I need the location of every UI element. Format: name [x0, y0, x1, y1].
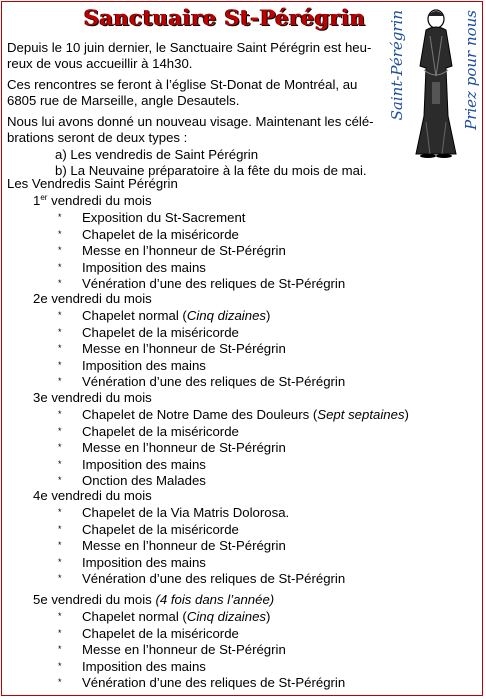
list-item: * Imposition des mains: [58, 554, 206, 570]
bullet-icon: *: [58, 245, 62, 256]
list-item: * Messe en l’honneur de St-Pérégrin: [58, 440, 286, 456]
bullet-icon: *: [58, 573, 62, 584]
bullet-icon: *: [58, 310, 62, 320]
type-b: b) La Neuvaine préparatoire à la fête du mois de mai.: [55, 162, 367, 178]
bullet-icon: *: [58, 212, 62, 222]
list-item: * Chapelet de la miséricorde: [58, 423, 239, 439]
section-title: Les Vendredis Saint Pérégrin: [7, 176, 178, 191]
list-item: * Imposition des mains: [58, 456, 206, 472]
page-title: Sanctuaire St-Pérégrin: [84, 5, 366, 30]
bullet-icon: *: [58, 278, 62, 289]
bullet-icon: *: [58, 425, 62, 436]
bullet-icon: *: [58, 409, 62, 419]
list-item: * Chapelet normal (Cinq dizaines): [58, 308, 271, 323]
list-item: * Chapelet de la miséricorde: [58, 625, 239, 641]
list-item: * Onction des Malades: [58, 473, 206, 489]
list-item: * Messe en l’honneur de St-Pérégrin: [58, 341, 286, 357]
bullet-icon: *: [58, 458, 62, 469]
friday-heading: 1er vendredi du mois: [33, 193, 152, 208]
celebration-types: [55, 147, 387, 178]
bullet-icon: *: [58, 677, 62, 688]
friday-heading: 4e vendredi du mois: [33, 488, 152, 503]
bullet-icon: *: [58, 523, 62, 534]
type-a: a) Les vendredis de Saint Pérégrin: [55, 147, 259, 162]
pray-for-us-label: Priez pour nous: [462, 10, 480, 130]
bullet-icon: *: [58, 507, 62, 517]
friday-heading: 5e vendredi du mois (4 fois dans l’année): [33, 592, 275, 607]
friday-heading: 3e vendredi du mois: [33, 390, 152, 405]
bullet-icon: *: [58, 326, 62, 337]
list-item: * Chapelet de la miséricorde: [58, 324, 239, 340]
list-item: * Chapelet de la Via Matris Dolorosa.: [58, 505, 290, 520]
list-item: * Vénération d’une des reliques de St-Pérégrin: [58, 571, 346, 587]
list-item: * Chapelet de Notre Dame des Douleurs (Sept septaines): [58, 407, 409, 422]
friday-heading: 2e vendredi du mois: [33, 291, 152, 306]
intro-paragraph-2: Ces rencontres se feront à l’église St-Donat de Montréal, au 6805 rue de Marseille, angle Desautels.: [7, 77, 358, 108]
list-item: * Vénération d’une des reliques de St-Pérégrin: [58, 675, 346, 691]
list-item: * Chapelet de la miséricorde: [58, 226, 239, 242]
list-item: * Messe en l’honneur de St-Pérégrin: [58, 538, 286, 554]
list-item: * Imposition des mains: [58, 658, 206, 674]
list-item: * Exposition du St-Sacrement: [58, 210, 246, 225]
saint-name-label: Saint-Pérégrin: [388, 10, 406, 121]
list-item: * Vénération d’une des reliques de St-Pérégrin: [58, 276, 346, 292]
list-item: * Imposition des mains: [58, 357, 206, 373]
bullet-icon: *: [58, 261, 62, 272]
list-item: * Messe en l’honneur de St-Pérégrin: [58, 642, 286, 658]
bullet-icon: *: [58, 660, 62, 671]
bullet-icon: *: [58, 540, 62, 551]
bullet-icon: *: [58, 644, 62, 655]
bullet-icon: *: [58, 611, 62, 621]
bullet-icon: *: [58, 343, 62, 354]
bullet-icon: *: [58, 359, 62, 370]
list-item: * Chapelet normal (Cinq dizaines): [58, 609, 271, 624]
saint-peregrin-image: [386, 6, 482, 166]
intro-paragraph-3: Nous lui avons donné un nouveau visage. Maintenant les célé-brations seront de deux types :: [7, 114, 374, 145]
bullet-icon: *: [58, 475, 62, 486]
list-item: * Vénération d’une des reliques de St-Pérégrin: [58, 374, 346, 390]
saint-figure-illustration: [406, 6, 466, 158]
intro-paragraph-1: Depuis le 10 juin dernier, le Sanctuaire Saint Pérégrin est heu-reux de vous accueillir à 14h30.: [7, 40, 372, 71]
list-item: * Imposition des mains: [58, 259, 206, 275]
bullet-icon: *: [58, 556, 62, 567]
bullet-icon: *: [58, 376, 62, 387]
list-item: * Messe en l’honneur de St-Pérégrin: [58, 243, 286, 259]
bullet-icon: *: [58, 627, 62, 638]
bullet-icon: *: [58, 228, 62, 239]
intro-text: [7, 40, 387, 178]
list-item: * Chapelet de la miséricorde: [58, 521, 239, 537]
bullet-icon: *: [58, 442, 62, 453]
